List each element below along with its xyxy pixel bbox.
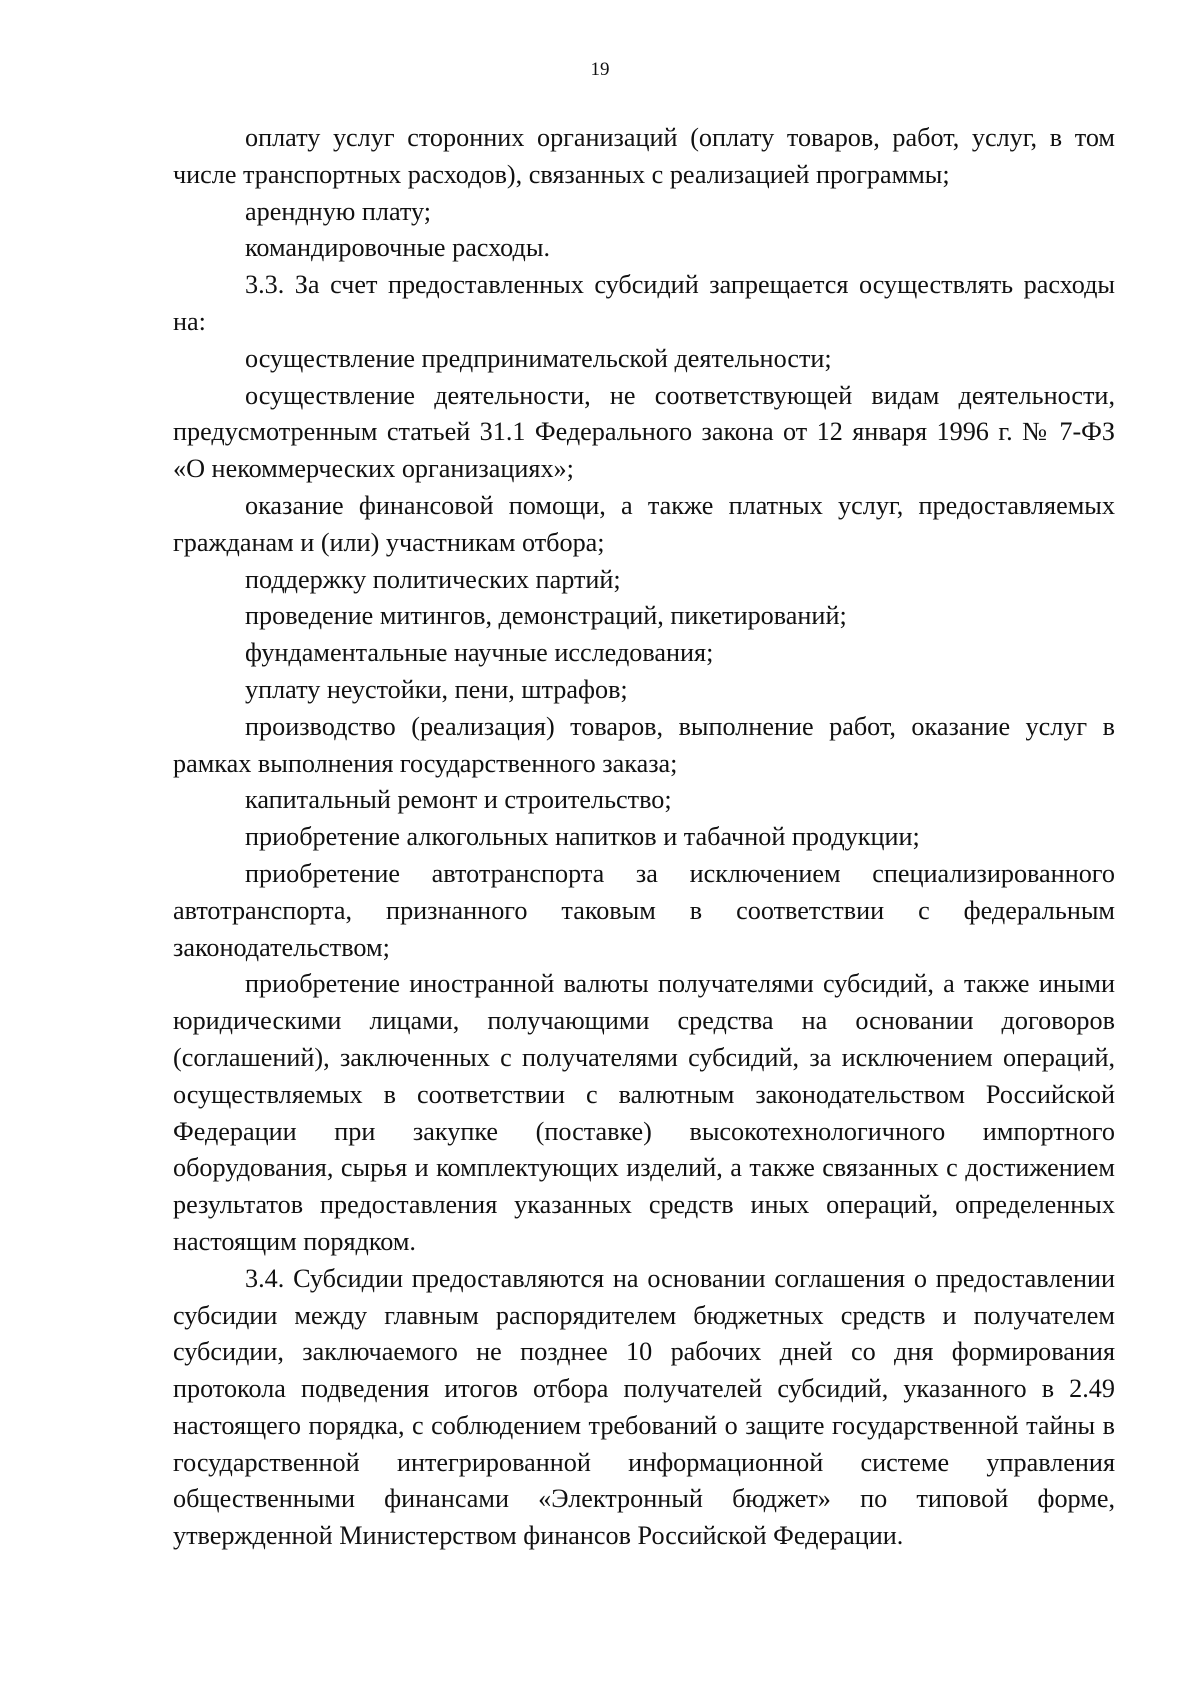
paragraph: капитальный ремонт и строительство; [245,785,672,815]
paragraph: приобретение алкогольных напитков и табачной продукции; [245,822,920,852]
paragraph: производство (реализация) товаров, выполнение работ, оказание услуг в рамках выполнения государственного заказа; [173,711,1115,778]
paragraph: приобретение иностранной валюты получателями субсидий, а также иными юридическими лицами, получающими средства на основании договоров (соглашений), заключенных с получателями субсидий, за исключением операций, осуществляемых в соответствии с валютным законодательством Российской Федерации при закупке (поставке) высокотехнологичного импортного оборудования, сырья и комплектующих изделий, а также связанных с достижением результатов предоставления указанных средств иных операций, определенных настоящим порядком. [173,969,1115,1256]
paragraph: 3.4. Субсидии предоставляются на основании соглашения о предоставлении субсидии между главным распорядителем бюджетных средств и получателем субсидии, заключаемого не позднее 10 рабочих дней со дня формирования протокола подведения итогов отбора получателей субсидий, указанного в 2.49 настоящего порядка, с соблюдением требований о защите государственной тайны в государственной интегрированной информационной системе управления общественными финансами «Электронный бюджет» по типовой форме, утвержденной Министерством финансов Российской Федерации. [173,1263,1115,1551]
paragraph: осуществление деятельности, не соответствующей видам деятельности, предусмотренным статьей 31.1 Федерального закона от 12 января 1996 г. № 7-ФЗ «О некоммерческих организациях»; [173,380,1115,484]
paragraph: арендную плату; [245,196,432,226]
paragraph: проведение митингов, демонстраций, пикетирований; [245,601,847,631]
paragraph: оплату услуг сторонних организаций (оплату товаров, работ, услуг, в том числе транспортных расходов), связанных с реализацией программы; [173,123,1115,189]
paragraph: командировочные расходы. [245,233,550,263]
paragraph: приобретение автотранспорта за исключением специализированного автотранспорта, признанного таковым в соответствии с федеральным законодательством; [173,858,1115,962]
paragraph: поддержку политических партий; [245,564,621,594]
page-number: 19 [590,59,610,80]
paragraph: осуществление предпринимательской деятельности; [245,343,832,373]
paragraph: фундаментальные научные исследования; [245,638,714,668]
paragraph: уплату неустойки, пени, штрафов; [245,674,628,704]
paragraph: 3.3. За счет предоставленных субсидий запрещается осуществлять расходы на: [173,270,1115,336]
document-body [173,120,1115,1555]
paragraph: оказание финансовой помощи, а также платных услуг, предоставляемых гражданам и (или) участникам отбора; [173,490,1115,557]
